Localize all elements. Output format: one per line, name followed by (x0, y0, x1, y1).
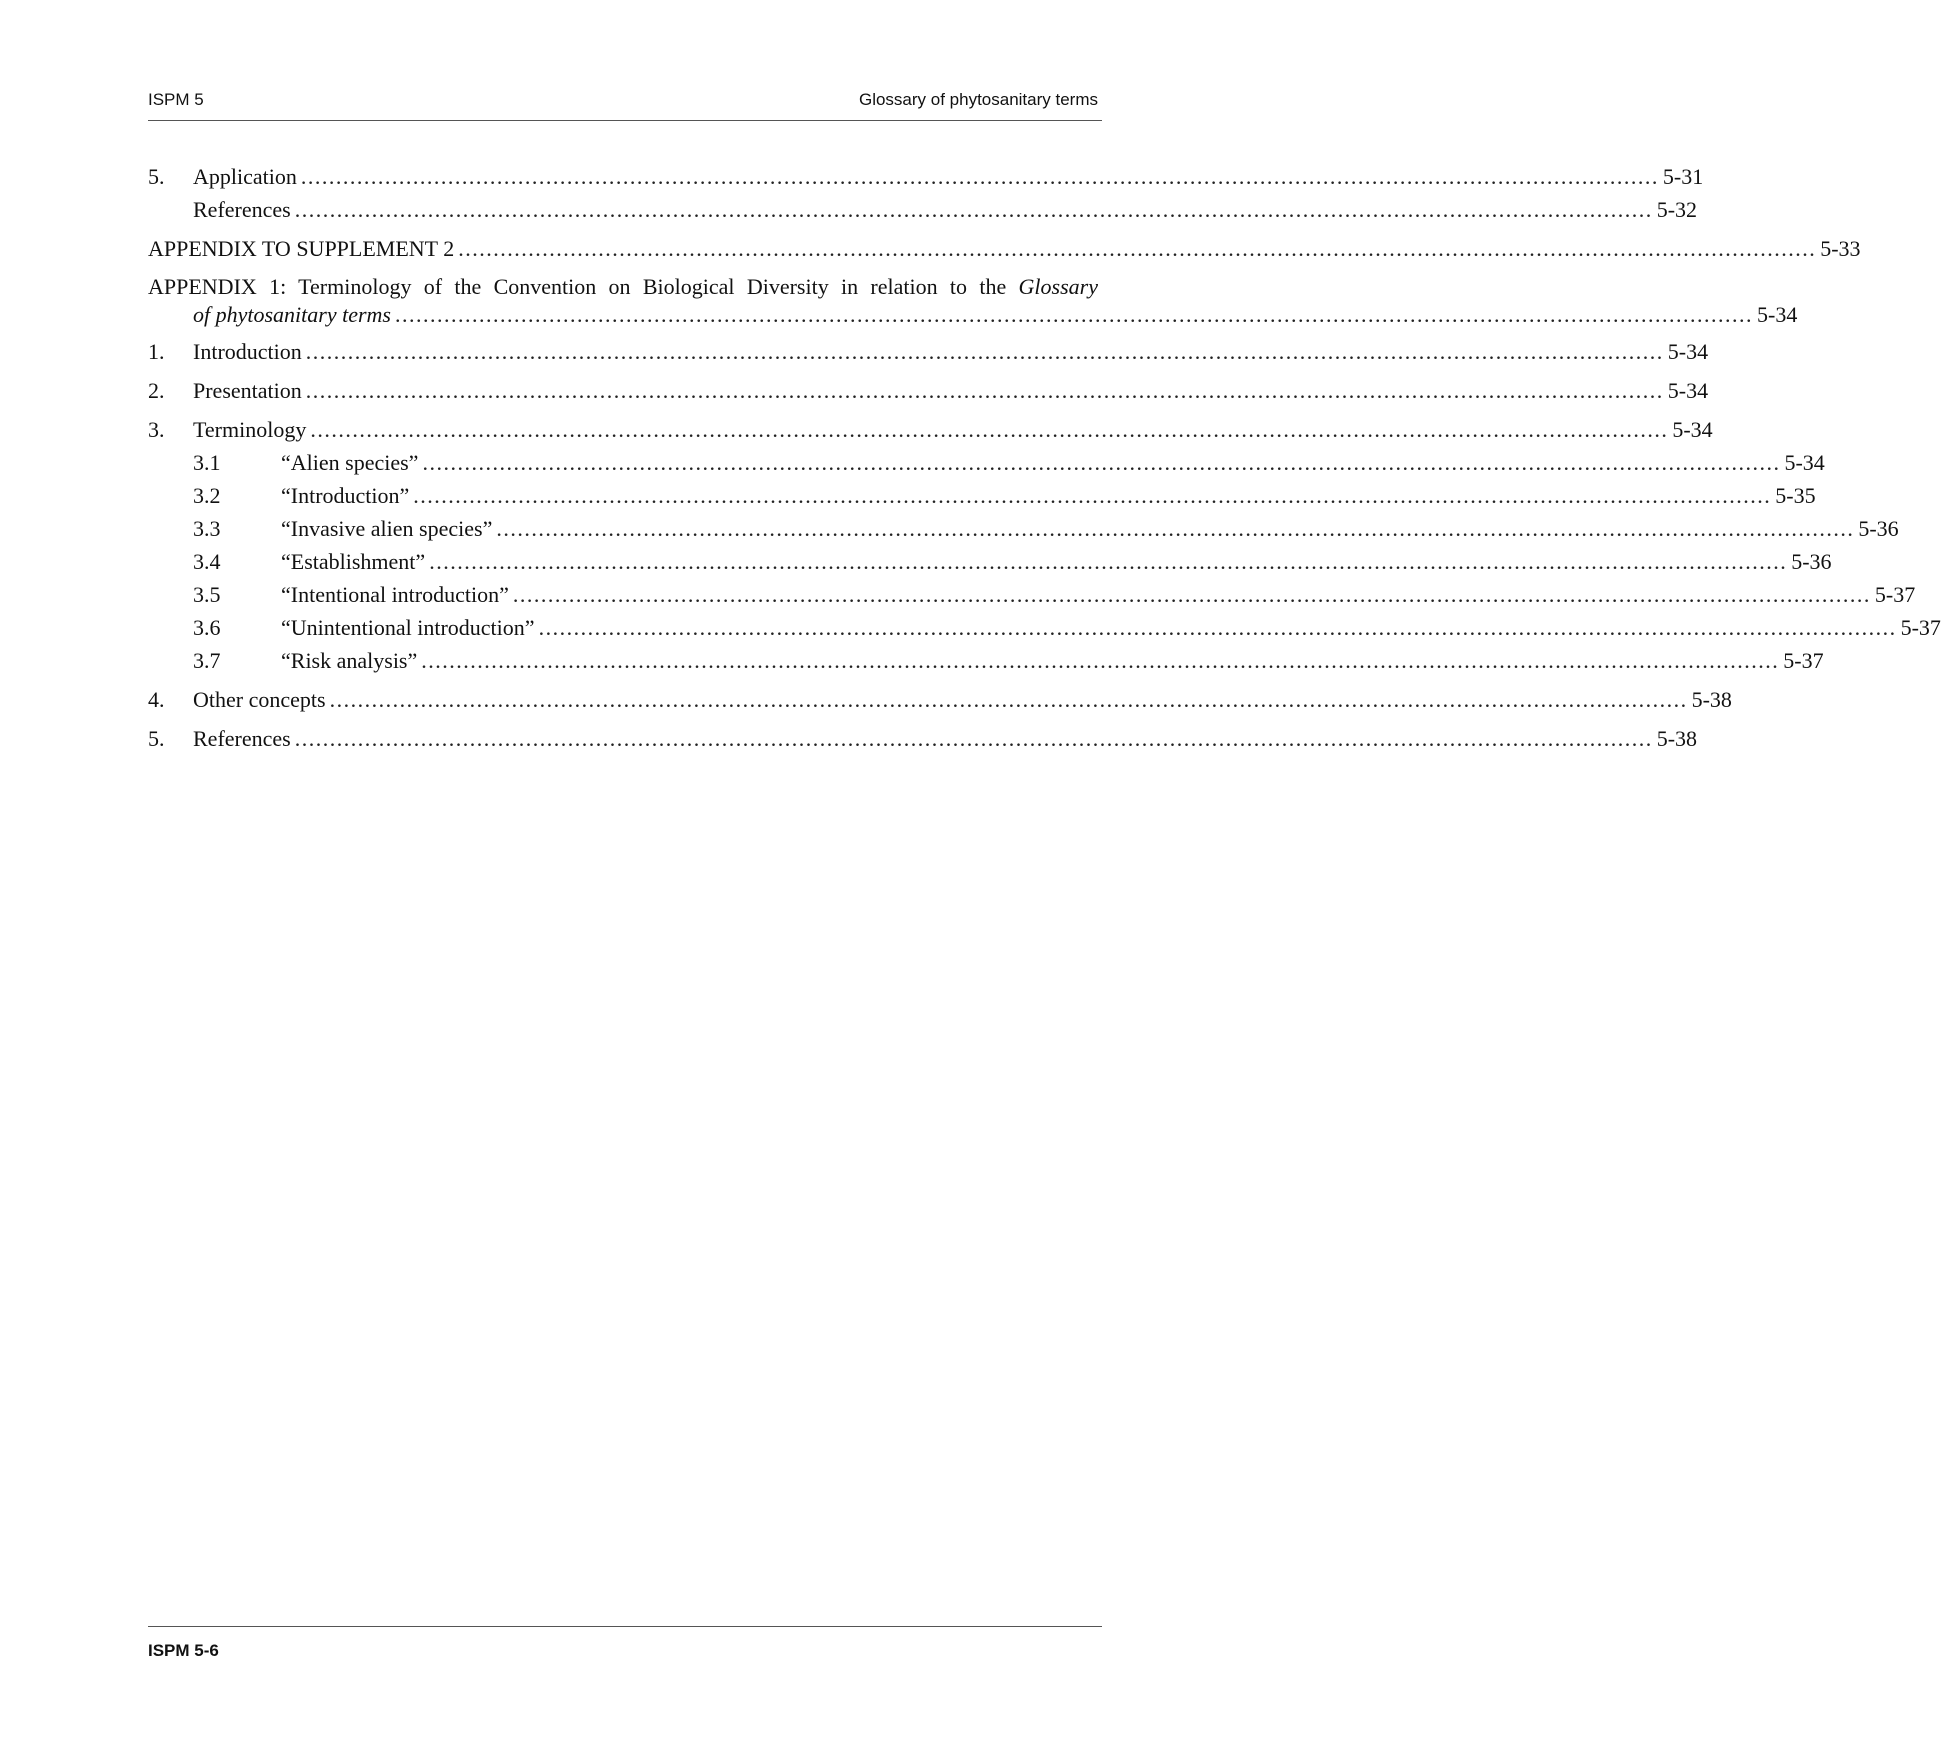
toc-leader-dots: .................................................................................................................................................................................................. (294, 197, 1653, 222)
toc-entry-appendix-1[interactable] (148, 273, 1798, 329)
toc-subentry-page: 5-37 (1871, 578, 1915, 611)
toc-subentry-page: 5-37 (1897, 611, 1941, 644)
toc-entry-title-italic: Glossary (1018, 274, 1098, 299)
toc-leader-dots: .................................................................................................................................................................................................. (300, 164, 1659, 189)
toc-subentry-title: “Alien species” (281, 446, 422, 479)
toc-subentry-number: 3.4 (193, 549, 221, 574)
toc-subentry-number: 3.3 (193, 516, 221, 541)
toc-entry-title: References (193, 193, 295, 226)
toc-entry-page: 5-38 (1688, 683, 1732, 716)
toc-entry-number: 5. (148, 164, 165, 189)
page-header (148, 86, 1102, 121)
toc-subentry-page: 5-34 (1780, 446, 1824, 479)
toc-entry[interactable] (148, 160, 1704, 193)
toc-subentry[interactable] (148, 644, 1824, 677)
toc-entry[interactable] (148, 413, 1713, 446)
toc-subentry-title: “Introduction” (281, 479, 413, 512)
header-document-id: ISPM 5 (148, 90, 204, 109)
toc-subentry[interactable] (148, 578, 1916, 611)
toc-subentry-number: 3.5 (193, 582, 221, 607)
toc-entry[interactable] (148, 335, 1709, 368)
toc-entry-title: APPENDIX 1: Terminology of the Convention on Biological Diversity in relation to the (148, 274, 1007, 299)
toc-leader-dots: .................................................................................................................................................................................................. (310, 417, 1669, 442)
toc-subentry-title: “Unintentional introduction” (281, 611, 539, 644)
toc-entry-title: Introduction (193, 335, 306, 368)
toc-entry[interactable] (148, 683, 1732, 716)
toc-entry-page: 5-34 (1668, 413, 1712, 446)
toc-entry-title-line (148, 273, 1098, 301)
toc-leader-dots: .................................................................................................................................................................................................. (294, 726, 1653, 751)
toc-entry-number: 1. (148, 339, 165, 364)
toc-subentry-page: 5-36 (1854, 512, 1898, 545)
toc-subentry-page: 5-35 (1771, 479, 1815, 512)
toc-entry-number: 5. (148, 726, 165, 751)
toc-subentry[interactable] (148, 512, 1899, 545)
toc-entry-number: 3. (148, 417, 165, 442)
toc-subentry-number: 3.2 (193, 483, 221, 508)
toc-subentry[interactable] (148, 545, 1832, 578)
toc-entry-title-line (193, 301, 1798, 329)
toc-entry-title: References (193, 722, 295, 755)
toc-entry-page: 5-34 (1664, 374, 1708, 407)
toc-leader-dots: .................................................................................................................................................................................................. (421, 648, 1780, 673)
toc-leader-dots: .................................................................................................................................................................................................. (458, 236, 1817, 261)
toc-leader-dots: .................................................................................................................................................................................................. (429, 549, 1788, 574)
toc-entry-page: 5-34 (1753, 301, 1797, 329)
toc-entry-number: 2. (148, 378, 165, 403)
toc-subentry-page: 5-37 (1779, 644, 1823, 677)
toc-leader-dots: .................................................................................................................................................................................................. (496, 516, 1855, 541)
toc-entry[interactable] (148, 722, 1698, 755)
toc-entry-title: Presentation (193, 374, 306, 407)
toc-entry-page: 5-32 (1653, 193, 1697, 226)
toc-entry-title-italic: of phytosanitary terms (193, 301, 395, 329)
toc-subentry-number: 3.6 (193, 615, 221, 640)
header-document-title: Glossary of phytosanitary terms (858, 90, 1098, 109)
toc-subentry[interactable] (148, 446, 1825, 479)
toc-entry-title: Other concepts (193, 683, 330, 716)
toc-entry[interactable] (148, 232, 1861, 265)
toc-entry-page: 5-31 (1659, 160, 1703, 193)
toc-subentry-page: 5-36 (1787, 545, 1831, 578)
toc-subentry-number: 3.7 (193, 648, 221, 673)
toc-entry-number: 4. (148, 687, 165, 712)
toc-leader-dots: .................................................................................................................................................................................................. (512, 582, 1871, 607)
toc-entry-title: APPENDIX TO SUPPLEMENT 2 (148, 232, 458, 265)
footer-page-label: ISPM 5-6 (148, 1641, 219, 1660)
toc-leader-dots: .................................................................................................................................................................................................. (422, 450, 1781, 475)
toc-subentry[interactable] (148, 611, 1941, 644)
toc-leader-dots: .................................................................................................................................................................................................. (305, 378, 1664, 403)
toc-entry-title: Terminology (193, 413, 310, 446)
toc-subentry-title: “Risk analysis” (281, 644, 421, 677)
toc-entry-page: 5-34 (1664, 335, 1708, 368)
toc-entry-page: 5-38 (1653, 722, 1697, 755)
toc-entry[interactable] (148, 374, 1709, 407)
toc-leader-dots: .................................................................................................................................................................................................. (538, 615, 1897, 640)
toc-subentry[interactable] (148, 479, 1816, 512)
toc-entry-page: 5-33 (1816, 232, 1860, 265)
toc-subentry-number: 3.1 (193, 450, 221, 475)
toc-subentry-title: “Intentional introduction” (281, 578, 513, 611)
toc-leader-dots: .................................................................................................................................................................................................. (413, 483, 1772, 508)
toc-leader-dots: .................................................................................................................................................................................................. (395, 302, 1753, 327)
toc-entry[interactable] (148, 193, 1698, 226)
toc-entry-title: Application (193, 160, 301, 193)
table-of-contents (148, 160, 1941, 755)
toc-leader-dots: .................................................................................................................................................................................................. (329, 687, 1688, 712)
toc-subentry-title: “Establishment” (281, 545, 429, 578)
toc-leader-dots: .................................................................................................................................................................................................. (305, 339, 1664, 364)
toc-subentry-title: “Invasive alien species” (281, 512, 496, 545)
page-footer (148, 1626, 1102, 1660)
